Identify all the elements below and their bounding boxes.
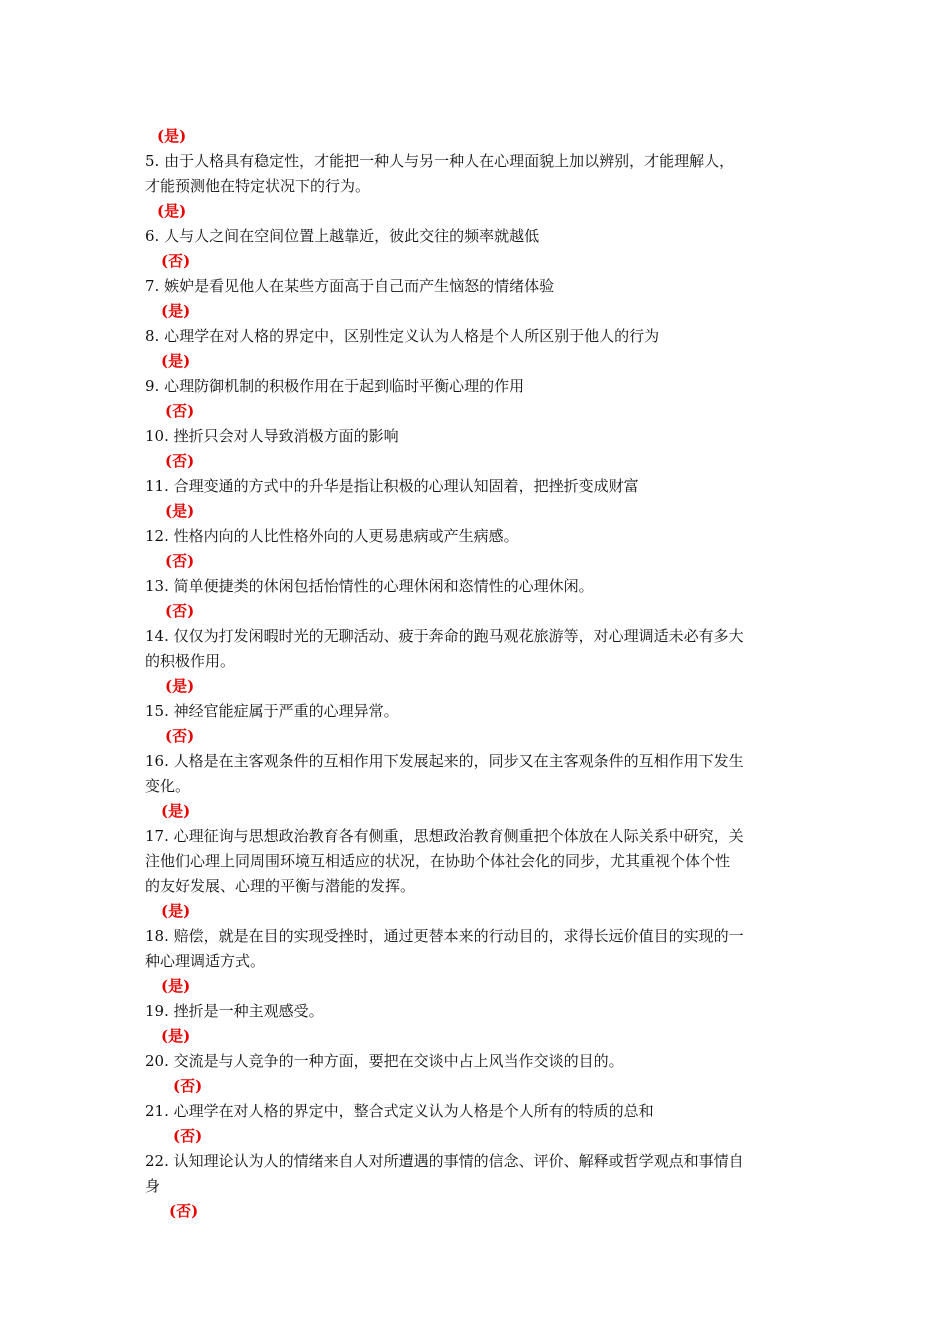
answer-mark: (否) [165, 727, 195, 745]
answer-mark: (是) [161, 352, 191, 370]
answer-mark: (否) [165, 452, 195, 470]
question-text-line: 的积极作用。 [145, 652, 236, 670]
answer-mark: (是) [165, 677, 195, 695]
question-text-line: 21. 心理学在对人格的界定中，整合式定义认为人格是个人所有的特质的总和 [145, 1102, 654, 1120]
question-text-line: 身 [145, 1177, 161, 1195]
answer-mark: (否) [173, 1077, 203, 1095]
answer-mark: (是) [161, 977, 191, 995]
answer-mark: (是) [157, 202, 187, 220]
answer-mark: (是) [157, 127, 187, 145]
question-text-line: 22. 认知理论认为人的情绪来自人对所遭遇的事情的信念、评价、解释或哲学观点和事情自 [145, 1152, 744, 1170]
answer-mark: (是) [161, 302, 191, 320]
question-text-line: 16. 人格是在主客观条件的互相作用下发展起来的，同步又在主客观条件的互相作用下发生 [145, 752, 744, 770]
answer-mark: (否) [161, 252, 191, 270]
question-text-line: 变化。 [145, 777, 191, 795]
question-text-line: 18. 赔偿，就是在目的实现受挫时，通过更替本来的行动目的，求得长远价值目的实现的一 [145, 927, 744, 945]
answer-mark: (否) [165, 602, 195, 620]
answer-mark: (否) [173, 1127, 203, 1145]
question-text-line: 20. 交流是与人竞争的一种方面，要把在交谈中占上风当作交谈的目的。 [145, 1052, 624, 1070]
answer-mark: (是) [161, 802, 191, 820]
answer-mark: (是) [161, 1027, 191, 1045]
answer-mark: (是) [165, 502, 195, 520]
question-text-line: 19. 挫折是一种主观感受。 [145, 1002, 324, 1020]
question-text-line: 8. 心理学在对人格的界定中，区别性定义认为人格是个人所区别于他人的行为 [145, 327, 660, 345]
question-text-line: 的友好发展、心理的平衡与潜能的发挥。 [145, 877, 416, 895]
question-text-line: 种心理调适方式。 [145, 952, 266, 970]
answer-mark: (否) [165, 552, 195, 570]
question-text-line: 6. 人与人之间在空间位置上越靠近，彼此交往的频率就越低 [145, 227, 540, 245]
answer-mark: (否) [169, 1202, 199, 1220]
question-text-line: 14. 仅仅为打发闲暇时光的无聊活动、疲于奔命的跑马观花旅游等，对心理调适未必有多大 [145, 627, 744, 645]
question-text-line: 才能预测他在特定状况下的行为。 [145, 177, 371, 195]
question-text-line: 17. 心理征询与思想政治教育各有侧重，思想政治教育侧重把个体放在人际关系中研究，关 [145, 827, 744, 845]
question-text-line: 11. 合理变通的方式中的升华是指让积极的心理认知固着，把挫折变成财富 [145, 477, 639, 495]
question-text-line: 5. 由于人格具有稳定性，才能把一种人与另一种人在心理面貌上加以辨别，才能理解人， [145, 152, 735, 170]
question-text-line: 7. 嫉妒是看见他人在某些方面高于自己而产生恼怒的情绪体验 [145, 277, 555, 295]
answer-mark: (否) [165, 402, 195, 420]
answer-mark: (是) [161, 902, 191, 920]
question-text-line: 12. 性格内向的人比性格外向的人更易患病或产生病感。 [145, 527, 519, 545]
question-text-line: 13. 简单便捷类的休闲包括怡情性的心理休闲和恣情性的心理休闲。 [145, 577, 594, 595]
document-body [145, 124, 810, 1224]
question-text-line: 注他们心理上同周围环境互相适应的状况，在协助个体社会化的同步，尤其重视个体个性 [145, 852, 731, 870]
question-text-line: 10. 挫折只会对人导致消极方面的影响 [145, 427, 399, 445]
question-text-line: 15. 神经官能症属于严重的心理异常。 [145, 702, 399, 720]
question-text-line: 9. 心理防御机制的积极作用在于起到临时平衡心理的作用 [145, 377, 525, 395]
